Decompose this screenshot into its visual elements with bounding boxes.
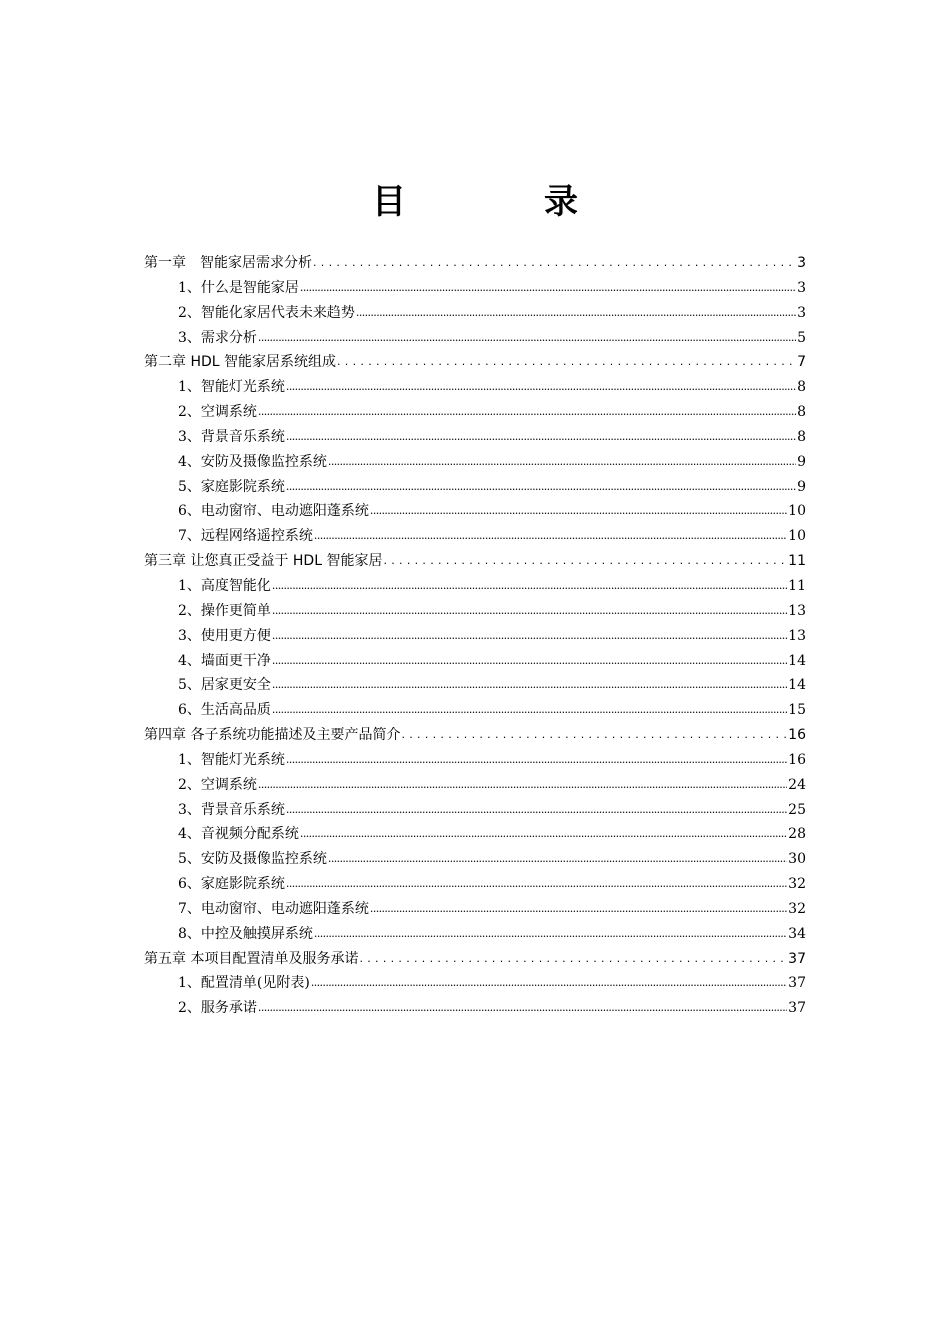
toc-section-entry[interactable]: [144, 971, 806, 996]
toc-dot-leader: [314, 524, 787, 549]
toc-entry-title: 2、操作更简单: [178, 602, 271, 619]
toc-section-entry[interactable]: [144, 897, 806, 922]
toc-dot-leader: [328, 847, 787, 872]
toc-section-entry[interactable]: [144, 425, 806, 450]
toc-entry-title: 3、背景音乐系统: [178, 428, 285, 445]
toc-entry-title: 第二章 HDL 智能家居系统组成: [144, 354, 337, 371]
toc-dot-leader: [359, 947, 787, 972]
toc-page-number: 9: [797, 453, 806, 470]
toc-section-entry[interactable]: [144, 599, 806, 624]
toc-entry-title: 6、电动窗帘、电动遮阳蓬系统: [178, 503, 369, 520]
toc-entry-title: 3、背景音乐系统: [178, 801, 285, 818]
toc-dot-leader: [313, 251, 796, 276]
toc-dot-leader: [258, 773, 787, 798]
toc-entry-title: 4、墙面更干净: [178, 652, 271, 669]
toc-entry-title: 2、空调系统: [178, 776, 257, 793]
toc-page-number: 34: [788, 925, 806, 942]
toc-dot-leader: [272, 698, 787, 723]
toc-section-entry[interactable]: [144, 922, 806, 947]
toc-dot-leader: [286, 872, 787, 897]
toc-section-entry[interactable]: [144, 326, 806, 351]
toc-section-entry[interactable]: [144, 748, 806, 773]
toc-dot-leader: [286, 748, 787, 773]
toc-page-number: 13: [788, 627, 806, 644]
toc-dot-leader: [272, 624, 787, 649]
toc-page-number: 3: [797, 304, 806, 321]
toc-page-number: 14: [788, 677, 806, 694]
toc-page-number: 30: [788, 851, 806, 868]
toc-chapter-entry[interactable]: [144, 251, 806, 276]
toc-section-entry[interactable]: [144, 400, 806, 425]
toc-dot-leader: [258, 326, 796, 351]
toc-page-number: 10: [788, 528, 806, 545]
toc-dot-leader: [272, 599, 787, 624]
toc-dot-leader: [370, 499, 787, 524]
toc-entry-title: 4、安防及摄像监控系统: [178, 453, 327, 470]
toc-page-number: 8: [797, 404, 806, 421]
toc-dot-leader: [272, 673, 787, 698]
toc-page-number: 28: [788, 826, 806, 843]
toc-entry-title: 5、居家更安全: [178, 677, 271, 694]
toc-entry-title: 1、高度智能化: [178, 577, 271, 594]
toc-section-entry[interactable]: [144, 698, 806, 723]
toc-dot-leader: [311, 971, 787, 996]
toc-page-number: 10: [788, 503, 806, 520]
toc-dot-leader: [286, 798, 787, 823]
toc-entry-title: 3、使用更方便: [178, 627, 271, 644]
toc-page-number: 7: [797, 354, 806, 371]
toc-entry-title: 8、中控及触摸屏系统: [178, 925, 313, 942]
toc-entry-title: 5、安防及摄像监控系统: [178, 851, 327, 868]
toc-entry-title: 7、电动窗帘、电动遮阳蓬系统: [178, 900, 369, 917]
toc-entry-title: 4、音视频分配系统: [178, 826, 299, 843]
toc-page-number: 14: [788, 652, 806, 669]
toc-entry-title: 3、需求分析: [178, 329, 257, 346]
toc-section-entry[interactable]: [144, 649, 806, 674]
toc-dot-leader: [272, 574, 787, 599]
toc-chapter-entry[interactable]: [144, 723, 806, 748]
toc-dot-leader: [258, 400, 796, 425]
toc-page-number: 9: [797, 478, 806, 495]
toc-dot-leader: [300, 276, 796, 301]
toc-section-entry[interactable]: [144, 822, 806, 847]
toc-chapter-entry[interactable]: [144, 947, 806, 972]
toc-section-entry[interactable]: [144, 499, 806, 524]
toc-dot-leader: [337, 350, 796, 375]
toc-page-number: 8: [797, 379, 806, 396]
toc-page-number: 11: [788, 577, 806, 594]
toc-section-entry[interactable]: [144, 847, 806, 872]
toc-entry-title: 1、配置清单(见附表): [178, 975, 310, 992]
toc-page-number: 24: [788, 776, 806, 793]
toc-dot-leader: [258, 996, 787, 1021]
toc-section-entry[interactable]: [144, 996, 806, 1021]
toc-chapter-entry[interactable]: [144, 350, 806, 375]
toc-entry-title: 第一章 智能家居需求分析: [144, 255, 312, 271]
toc-entry-title: 1、智能灯光系统: [178, 379, 285, 396]
toc-section-entry[interactable]: [144, 872, 806, 897]
toc-page-number: 16: [788, 751, 806, 768]
toc-entry-title: 1、什么是智能家居: [178, 279, 299, 296]
toc-entry-title: 7、远程网络遥控系统: [178, 528, 313, 545]
toc-page-number: 37: [788, 950, 806, 967]
toc-page-number: 32: [788, 876, 806, 893]
toc-entry-title: 6、家庭影院系统: [178, 876, 285, 893]
toc-dot-leader: [383, 549, 787, 574]
toc-entry-title: 2、空调系统: [178, 404, 257, 421]
toc-section-entry[interactable]: [144, 773, 806, 798]
toc-dot-leader: [401, 723, 787, 748]
toc-dot-leader: [370, 897, 787, 922]
toc-chapter-entry[interactable]: [144, 549, 806, 574]
toc-entry-title: 第五章 本项目配置清单及服务承诺: [144, 950, 359, 967]
toc-dot-leader: [314, 922, 787, 947]
toc-page-number: 32: [788, 900, 806, 917]
toc-page-number: 16: [788, 727, 806, 744]
toc-dot-leader: [286, 425, 796, 450]
toc-entry-title: 6、生活高品质: [178, 702, 271, 719]
toc-page-number: 13: [788, 602, 806, 619]
toc-page-number: 37: [788, 975, 806, 992]
toc-page-number: 3: [797, 255, 806, 271]
toc-section-entry[interactable]: [144, 624, 806, 649]
toc-entry-title: 2、服务承诺: [178, 1000, 257, 1017]
toc-page-number: 25: [788, 801, 806, 818]
toc-page-number: 3: [797, 279, 806, 296]
toc-section-entry[interactable]: [144, 673, 806, 698]
toc-entry-title: 第三章 让您真正受益于 HDL 智能家居: [144, 553, 383, 570]
toc-entry-title: 5、家庭影院系统: [178, 478, 285, 495]
page-title: 目 录: [372, 182, 630, 222]
toc-dot-leader: [328, 450, 796, 475]
toc-page-number: 15: [788, 702, 806, 719]
toc-section-entry[interactable]: [144, 475, 806, 500]
toc-dot-leader: [286, 375, 796, 400]
table-of-contents: [144, 251, 806, 1021]
toc-section-entry[interactable]: [144, 450, 806, 475]
toc-section-entry[interactable]: [144, 276, 806, 301]
toc-dot-leader: [300, 822, 787, 847]
toc-section-entry[interactable]: [144, 375, 806, 400]
toc-page-number: 11: [788, 553, 806, 570]
toc-section-entry[interactable]: [144, 301, 806, 326]
toc-section-entry[interactable]: [144, 574, 806, 599]
toc-page-number: 5: [797, 329, 806, 346]
toc-section-entry[interactable]: [144, 798, 806, 823]
toc-entry-title: 第四章 各子系统功能描述及主要产品简介: [144, 727, 401, 744]
toc-page-number: 8: [797, 428, 806, 445]
toc-dot-leader: [286, 475, 796, 500]
toc-dot-leader: [356, 301, 796, 326]
toc-entry-title: 1、智能灯光系统: [178, 751, 285, 768]
toc-page-number: 37: [788, 1000, 806, 1017]
toc-entry-title: 2、智能化家居代表未来趋势: [178, 304, 355, 321]
toc-dot-leader: [272, 649, 787, 674]
toc-section-entry[interactable]: [144, 524, 806, 549]
